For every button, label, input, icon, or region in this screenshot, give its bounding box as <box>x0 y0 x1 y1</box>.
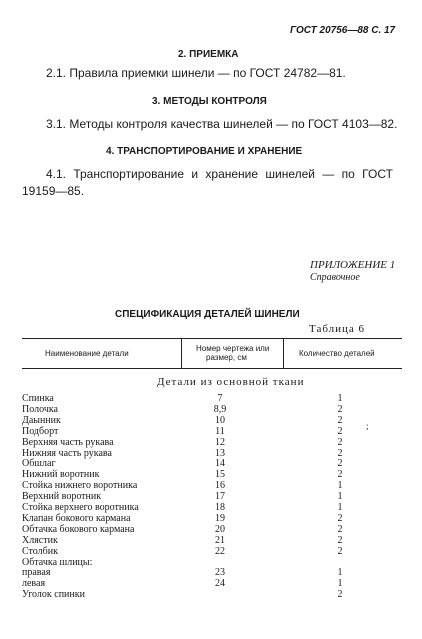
table-header-bottom-border <box>22 368 402 369</box>
group-title: Детали из основной ткани <box>157 376 305 388</box>
row-name: Обтачка шлицы: <box>22 556 93 568</box>
appendix-label: ПРИЛОЖЕНИЕ 1 <box>310 259 396 271</box>
section-3-text: 3.1. Методы контроля качества шинелей — по ГОСТ 4103—82. <box>46 117 398 131</box>
row-quantity: 2 <box>337 469 343 481</box>
row-quantity: 1 <box>337 491 343 503</box>
row-quantity: 2 <box>337 458 343 470</box>
row-drawing-number: 24 <box>215 578 225 590</box>
row-drawing-number: 12 <box>215 436 225 448</box>
section-2-text: 2.1. Правила приемки шинели — по ГОСТ 24782—81. <box>46 66 346 80</box>
row-drawing-number: 16 <box>215 480 225 492</box>
row-name: левая <box>22 578 46 590</box>
appendix-subtitle: Справочное <box>310 272 360 283</box>
row-quantity: 2 <box>337 425 343 437</box>
row-quantity: 2 <box>337 589 343 601</box>
page-header: ГОСТ 20756—88 С. 17 <box>290 25 396 36</box>
col-header-drawing-1: Номер чертежа или <box>196 344 270 353</box>
table-top-border <box>22 338 402 339</box>
row-quantity: 2 <box>337 545 343 557</box>
row-quantity: 1 <box>337 502 343 513</box>
col-header-name: Наименование детали <box>45 349 129 358</box>
row-quantity: 2 <box>337 523 343 535</box>
row-drawing-number: 22 <box>215 545 225 557</box>
section-2-title: 2. ПРИЕМКА <box>178 49 239 60</box>
row-drawing-number: 21 <box>215 534 225 546</box>
row-drawing-number: 10 <box>215 414 225 426</box>
row-name: Стойка верхнего воротника <box>22 502 139 513</box>
row-drawing-number: 11 <box>215 425 225 437</box>
row-quantity: 2 <box>337 534 343 546</box>
row-name: Даынник <box>22 414 61 426</box>
row-drawing-number: 8,9 <box>213 403 227 415</box>
row-quantity: 2 <box>337 414 343 426</box>
row-drawing-number: 18 <box>215 502 225 513</box>
row-quantity: 2 <box>337 512 343 524</box>
row-name: Клапан бокового кармана <box>22 512 131 524</box>
row-name: Нижняя часть рукава <box>22 447 112 459</box>
row-drawing-number: 20 <box>215 523 225 535</box>
row-name: Полочка <box>22 403 58 415</box>
row-name: Спинка <box>22 393 54 404</box>
row-drawing-number: 19 <box>215 512 225 524</box>
col-header-qty: Количество деталей <box>299 349 375 358</box>
col-header-drawing-2: размер, см <box>206 353 247 362</box>
row-drawing-number: 23 <box>215 567 225 579</box>
row-name: Верхний воротник <box>22 491 102 503</box>
row-quantity: 1 <box>337 567 343 579</box>
row-name: Стойка нижнего воротника <box>22 480 138 492</box>
row-quantity: 2 <box>337 436 343 448</box>
row-drawing-number: 15 <box>215 469 225 481</box>
row-quantity: 1 <box>337 393 343 404</box>
row-quantity: 1 <box>337 480 343 492</box>
scan-mark: ; <box>366 421 369 431</box>
row-name: Обтачка бокового кармана <box>22 523 135 535</box>
row-drawing-number: 17 <box>215 491 225 503</box>
spec-title: СПЕЦИФИКАЦИЯ ДЕТАЛЕЙ ШИНЕЛИ <box>115 309 300 320</box>
table-col-divider-2 <box>283 338 284 368</box>
table-label: Таблица 6 <box>309 323 366 335</box>
row-name: Подборт <box>22 425 59 437</box>
section-4-text-line2: 19159—85. <box>22 184 85 198</box>
row-name: Хлястик <box>22 534 58 546</box>
row-drawing-number: 7 <box>217 393 223 404</box>
row-quantity: 2 <box>337 447 343 459</box>
row-name: Уголок спинки <box>22 589 85 601</box>
row-quantity: 2 <box>337 403 343 415</box>
row-drawing-number: 14 <box>215 458 225 470</box>
row-name: Верхняя часть рукава <box>22 436 114 448</box>
row-name: правая <box>22 567 51 579</box>
row-name: Обшлаг <box>22 458 56 470</box>
table-col-divider-1 <box>181 338 182 368</box>
row-name: Нижний воротник <box>22 469 100 481</box>
section-3-title: 3. МЕТОДЫ КОНТРОЛЯ <box>152 96 267 107</box>
row-name: Столбик <box>22 545 58 557</box>
row-quantity: 1 <box>337 578 343 590</box>
section-4-title: 4. ТРАНСПОРТИРОВАНИЕ И ХРАНЕНИЕ <box>106 146 303 157</box>
section-4-text-line1: 4.1. Транспортирование и хранение шинелей — по ГОСТ <box>46 167 393 181</box>
row-drawing-number: 13 <box>215 447 225 459</box>
